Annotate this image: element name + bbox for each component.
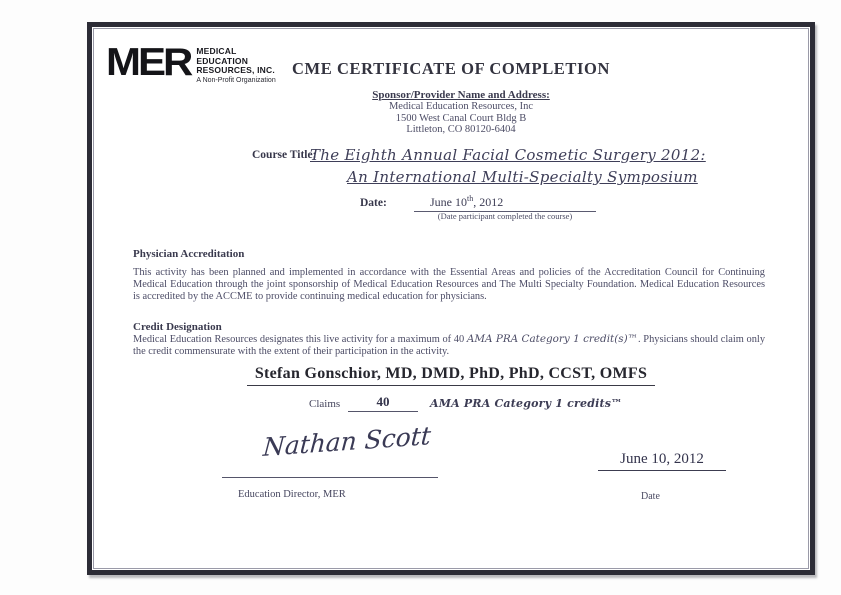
- certificate-frame: [87, 22, 815, 575]
- sponsor-address-line: Littleton, CO 80120-6404: [406, 124, 516, 135]
- participant-name-row: [92, 365, 810, 386]
- course-title-line1: The Eighth Annual Facial Cosmetic Surgery 2012:: [310, 146, 706, 164]
- certificate-title: CME CERTIFICATE OF COMPLETION: [292, 59, 610, 78]
- course-title-label: Course Title:: [252, 149, 317, 161]
- signature-handwriting: Nathan Scott: [262, 421, 432, 462]
- accreditation-body: This activity has been planned and implemented in accordance with the Essential Areas and policies of the Accreditation Council for Continuing Medical Education through the joint sponsorship of Medical Education Resources and The Multi Specialty Foundation. Medical Education Resources is accredited by the ACCME to provide continuing medical education for physicians.: [133, 267, 765, 302]
- credit-designation-body: [133, 334, 765, 358]
- sponsor-heading: Sponsor/Provider Name and Address:: [372, 89, 550, 101]
- date-field-label: Date:: [360, 197, 387, 209]
- date-field-value: [414, 194, 596, 212]
- credit-body-text: Medical Education Resources designates this live activity for a maximum of 40: [133, 334, 467, 345]
- logo-tagline: A Non-Profit Organization: [196, 76, 276, 84]
- accreditation-heading: Physician Accreditation: [133, 248, 245, 260]
- mer-logo-mark-icon: MER: [106, 39, 191, 84]
- participant-name: Stefan Gonschior, MD, DMD, PhD, PhD, CCST, OMFS: [247, 365, 655, 386]
- credit-body-text: . Physicians should claim only the credit commensurate with the extent of their participation in the activity.: [133, 334, 766, 357]
- date-field-caption: (Date participant completed the course): [437, 211, 573, 221]
- sponsor-address-line: 1500 West Canal Court Bldg B: [395, 112, 527, 124]
- logo-line: EDUCATION: [196, 55, 249, 66]
- claims-units: AMA PRA Category 1 credits™: [430, 397, 623, 410]
- claims-value: 40: [348, 394, 418, 412]
- claims-label: Claims: [309, 398, 341, 410]
- logo-line: MEDICAL: [196, 46, 237, 56]
- date-value-superscript: th: [467, 194, 474, 203]
- sponsor-name: Medical Education Resources, Inc: [388, 101, 534, 112]
- date-value-prefix: June 10: [430, 195, 467, 209]
- issue-date-label: Date: [641, 491, 660, 502]
- signature-role: Education Director, MER: [238, 489, 346, 500]
- course-title-line2: An International Multi-Specialty Symposium: [347, 168, 698, 186]
- issue-date-value: June 10, 2012: [598, 451, 726, 471]
- date-value-suffix: , 2012: [473, 195, 504, 209]
- sponsor-block: [102, 89, 820, 136]
- credit-body-italic: AMA PRA Category 1 credit(s)™: [466, 333, 639, 345]
- signature-line: [222, 477, 438, 478]
- credit-designation-heading: Credit Designation: [133, 321, 222, 333]
- logo-line: RESOURCES, INC.: [196, 65, 275, 75]
